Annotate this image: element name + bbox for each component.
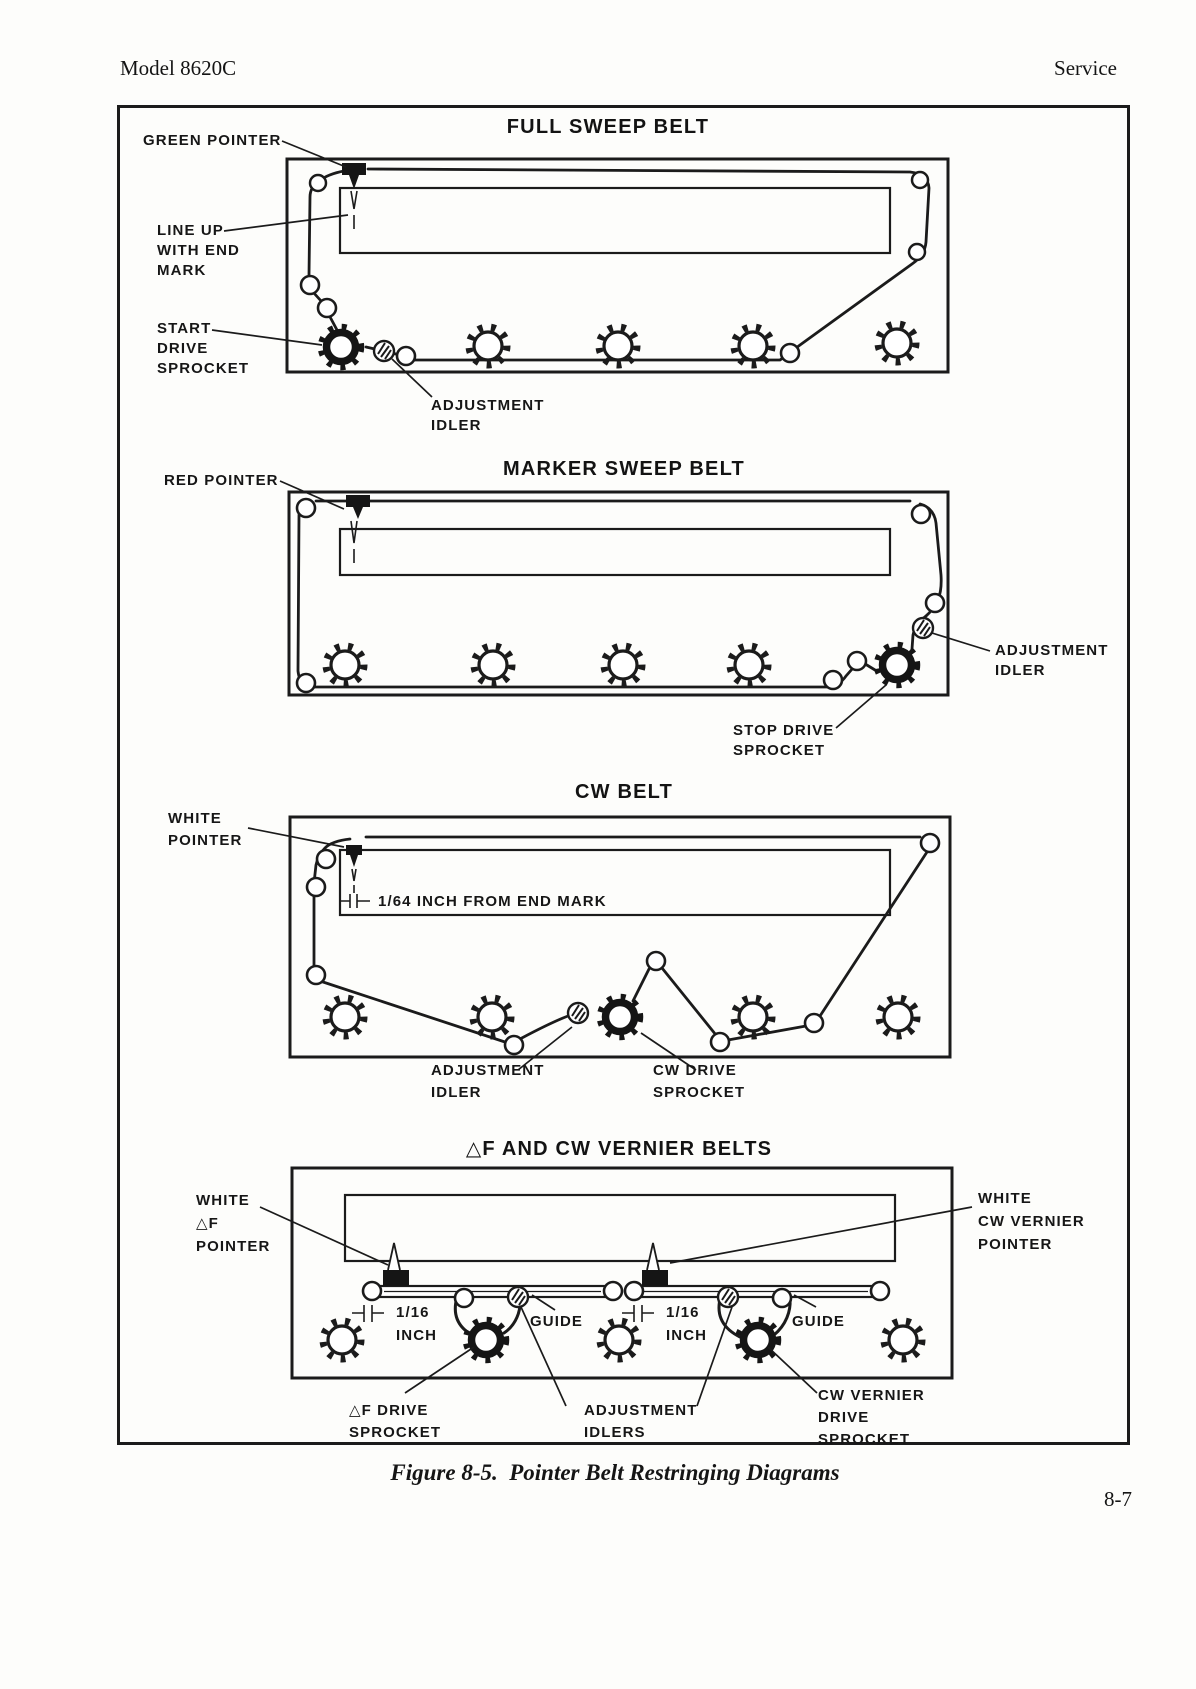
label-white-df-pointer: △F (196, 1215, 219, 1232)
page-number: 8-7 (1104, 1487, 1132, 1511)
callout-line (212, 330, 322, 345)
idler-icon (781, 344, 799, 362)
df-drive-sprocket-icon (467, 1321, 506, 1360)
label-cw-vernier-drive: CW VERNIER (818, 1387, 925, 1404)
label-line-up: MARK (157, 262, 207, 279)
label-df-drive: SPROCKET (349, 1424, 442, 1441)
label-guide-right: GUIDE (792, 1313, 846, 1330)
sprocket-icon (326, 646, 364, 684)
idler-icon (363, 1282, 381, 1300)
sprocket-icon (734, 998, 772, 1036)
sprocket-icon (323, 1321, 361, 1359)
label-adjustment-idler: ADJUSTMENT (431, 1062, 545, 1079)
label-adjustment-idler: IDLER (431, 1084, 482, 1101)
label-adjustment-idler: IDLER (995, 662, 1046, 679)
label-sixteenth-left: 1/16 (396, 1304, 430, 1321)
idler-icon (711, 1033, 729, 1051)
end-mark-dimension (340, 894, 370, 908)
label-start-drive: SPROCKET (157, 360, 250, 377)
sprocket-icon (604, 646, 642, 684)
diagram-title: CW BELT (574, 781, 674, 803)
label-adjustment-idlers: IDLERS (584, 1424, 646, 1441)
label-white-df-pointer: POINTER (196, 1238, 271, 1255)
idler-icon (625, 1282, 643, 1300)
idler-icon (805, 1014, 823, 1032)
label-stop-drive: STOP DRIVE (733, 722, 835, 739)
label-cw-drive: SPROCKET (653, 1084, 746, 1101)
idler-icon (912, 172, 928, 188)
figure-diagram-canvas (100, 95, 1130, 1445)
label-sixteenth-right: INCH (666, 1327, 708, 1344)
label-adjustment-idler: ADJUSTMENT (431, 397, 545, 414)
start-drive-sprocket-icon (322, 328, 361, 367)
label-white-cw-pointer: CW VERNIER (978, 1213, 1085, 1230)
idler-icon (310, 175, 326, 191)
idler-icon (307, 878, 325, 896)
idler-icon (926, 594, 944, 612)
adjustment-idler-icon (568, 1003, 588, 1023)
idler-icon (318, 299, 336, 317)
label-end-mark: 1/64 INCH FROM END MARK (378, 893, 607, 910)
label-cw-drive: CW DRIVE (653, 1062, 737, 1079)
display-window (340, 188, 890, 253)
callout-line (405, 1347, 474, 1393)
sprocket-icon (878, 324, 916, 362)
label-red-pointer: RED POINTER (164, 472, 279, 489)
model-number: Model 8620C (120, 56, 237, 80)
page-header (0, 56, 1196, 84)
idler-icon (773, 1289, 791, 1307)
figure-area (100, 95, 1130, 1445)
callout-line (260, 1207, 388, 1265)
white-cw-vernier-pointer-icon (642, 1243, 668, 1286)
label-white-pointer: WHITE (168, 810, 222, 827)
display-window (345, 1195, 895, 1261)
label-adjustment-idler: IDLER (431, 417, 482, 434)
adjustment-idler-icon (508, 1287, 528, 1307)
label-guide-left: GUIDE (530, 1313, 584, 1330)
idler-icon (921, 834, 939, 852)
green-pointer-icon (342, 163, 366, 229)
label-start-drive: DRIVE (157, 340, 209, 357)
label-adjustment-idlers: ADJUSTMENT (584, 1402, 698, 1419)
full-sweep-belt-diagram (143, 116, 948, 434)
label-start-drive: START (157, 320, 212, 337)
sprocket-icon (600, 1321, 638, 1359)
idler-icon (647, 952, 665, 970)
cw-vernier-belt-bar (640, 1286, 872, 1297)
idler-icon (824, 671, 842, 689)
label-stop-drive: SPROCKET (733, 742, 826, 759)
idler-icon (317, 850, 335, 868)
adjustment-idler-icon (374, 341, 394, 361)
callout-line (248, 828, 344, 847)
idler-icon (397, 347, 415, 365)
label-sixteenth-right: 1/16 (666, 1304, 700, 1321)
label-green-pointer: GREEN POINTER (143, 132, 282, 149)
sixteenth-inch-dimension (352, 1305, 384, 1322)
figure-caption: Figure 8-5. Pointer Belt Restringing Diagrams (390, 1460, 840, 1485)
label-white-pointer: POINTER (168, 832, 243, 849)
marker-sweep-belt-diagram (164, 458, 1109, 759)
diagram-title: MARKER SWEEP BELT (503, 458, 745, 480)
sprocket-icon (473, 998, 511, 1036)
idler-icon (297, 674, 315, 692)
sprocket-icon (730, 646, 768, 684)
belt-path (820, 852, 927, 1016)
idler-icon (455, 1289, 473, 1307)
cw-drive-sprocket-icon (601, 998, 640, 1037)
display-window (340, 529, 890, 575)
white-pointer-icon (346, 845, 362, 893)
idler-icon (307, 966, 325, 984)
diagram-title: FULL SWEEP BELT (506, 116, 710, 138)
adjustment-idler-icon (718, 1287, 738, 1307)
callout-line (768, 1347, 817, 1393)
label-white-cw-pointer: POINTER (978, 1236, 1053, 1253)
label-line-up: LINE UP (157, 222, 224, 239)
callout-line (932, 633, 990, 651)
diagram-title: △F AND CW VERNIER BELTS (465, 1138, 773, 1160)
label-df-drive: △F DRIVE (349, 1402, 429, 1419)
callout-line (836, 685, 886, 728)
label-cw-vernier-drive: SPROCKET (818, 1431, 911, 1445)
callout-line (392, 359, 432, 397)
idler-icon (848, 652, 866, 670)
stop-drive-sprocket-icon (878, 646, 917, 685)
belt-path (366, 169, 929, 360)
cw-belt-diagram (168, 781, 950, 1101)
idler-icon (301, 276, 319, 294)
idler-icon (909, 244, 925, 260)
idler-icon (505, 1036, 523, 1054)
callout-line (697, 1307, 732, 1406)
label-white-cw-pointer: WHITE (978, 1190, 1032, 1207)
sprocket-icon (474, 646, 512, 684)
belt-path (633, 968, 716, 1035)
label-cw-vernier-drive: DRIVE (818, 1409, 870, 1426)
sprocket-icon (879, 998, 917, 1036)
label-line-up: WITH END (157, 242, 240, 259)
idler-icon (297, 499, 315, 517)
idler-icon (604, 1282, 622, 1300)
section-name: Service (1054, 56, 1117, 80)
adjustment-idler-icon (913, 618, 933, 638)
label-sixteenth-left: INCH (396, 1327, 438, 1344)
label-white-df-pointer: WHITE (196, 1192, 250, 1209)
vernier-belts-diagram (196, 1138, 1085, 1445)
callout-line (670, 1207, 972, 1263)
sprocket-icon (326, 998, 364, 1036)
callout-line (282, 141, 346, 167)
idler-icon (871, 1282, 889, 1300)
cw-vernier-drive-sprocket-icon (739, 1321, 778, 1360)
idler-icon (912, 505, 930, 523)
df-belt-bar (380, 1286, 605, 1297)
label-adjustment-idler: ADJUSTMENT (995, 642, 1109, 659)
sprocket-icon (884, 1321, 922, 1359)
